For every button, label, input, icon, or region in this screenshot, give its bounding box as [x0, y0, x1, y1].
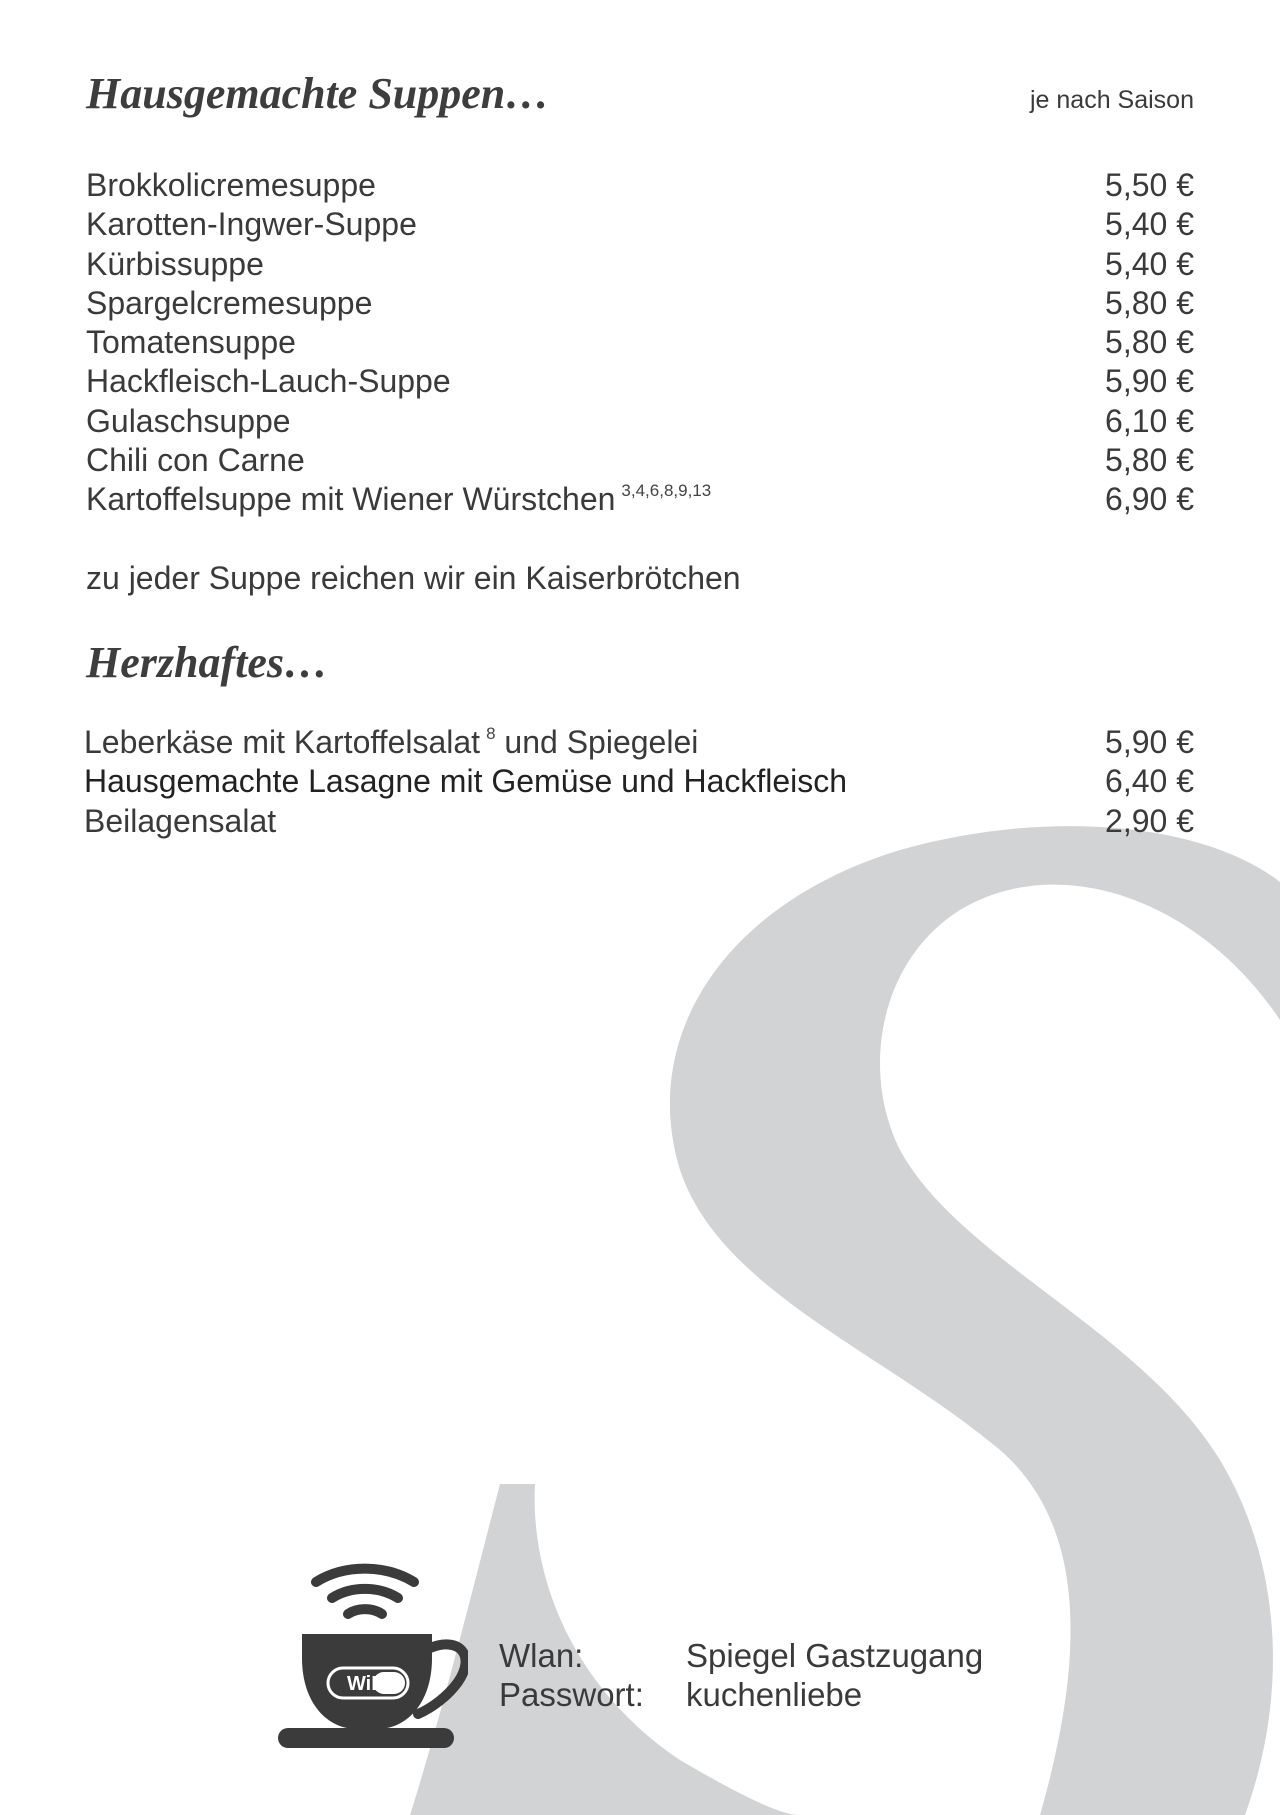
wifi-network-row	[499, 1636, 983, 1675]
menu-item	[86, 402, 1194, 441]
soups-list	[86, 166, 1194, 520]
item-price: 5,50 €	[1105, 167, 1194, 203]
item-name-with-allergens	[84, 723, 698, 767]
item-price: 5,90 €	[1105, 363, 1194, 400]
allergen-codes: 8	[486, 724, 496, 743]
menu-item	[86, 245, 1194, 284]
menu-item	[86, 480, 1194, 519]
menu-item	[84, 723, 1194, 762]
wifi-credentials	[499, 1636, 983, 1714]
item-price: 5,80 €	[1105, 442, 1194, 479]
menu-item	[86, 362, 1194, 401]
item-name: Spargelcremesuppe	[86, 284, 373, 321]
soup-bread-note: zu jeder Suppe reichen wir ein Kaiserbrötchen	[86, 560, 741, 596]
menu-item	[86, 205, 1194, 244]
item-name-with-allergens	[86, 480, 711, 524]
wifi-password-value: kuchenliebe	[686, 1676, 863, 1713]
menu-item	[86, 441, 1194, 480]
menu-item	[86, 284, 1194, 323]
item-name: Beilagensalat	[84, 802, 277, 839]
item-name: Hausgemachte Lasagne mit Gemüse und Hackfleisch	[84, 763, 848, 800]
wifi-trademark: ™	[412, 1662, 421, 1672]
item-name-part: und Spiegelei	[504, 724, 699, 760]
item-price: 5,80 €	[1105, 284, 1194, 321]
item-name-part: Leberkäse mit Kartoffelsalat	[84, 724, 481, 760]
wifi-coffee-cup-icon	[272, 1548, 468, 1748]
wifi-password-label: Passwort:	[499, 1676, 644, 1713]
item-name: Hackfleisch-Lauch-Suppe	[86, 363, 451, 400]
item-price: 2,90 €	[1105, 802, 1194, 839]
item-name: Karotten-Ingwer-Suppe	[86, 206, 417, 243]
item-price: 6,90 €	[1105, 481, 1194, 518]
menu-item	[86, 323, 1194, 362]
season-note: je nach Saison	[1029, 86, 1194, 114]
soups-section-title: Hausgemachte Suppen…	[86, 69, 550, 118]
allergen-codes: 3,4,6,8,9,13	[621, 481, 712, 501]
item-name: Tomatensuppe	[86, 324, 296, 361]
menu-item	[86, 166, 1194, 205]
wifi-signal-icon	[316, 1569, 414, 1582]
item-price: 5,90 €	[1105, 724, 1194, 760]
hearty-section-title: Herzhaftes…	[86, 638, 328, 687]
item-name: Kürbissuppe	[86, 245, 264, 282]
item-name: Chili con Carne	[86, 442, 305, 479]
menu-item	[84, 762, 1194, 801]
wifi-network-value: Spiegel Gastzugang	[686, 1637, 984, 1674]
wifi-network-label: Wlan:	[499, 1637, 584, 1674]
item-price: 5,40 €	[1105, 206, 1194, 243]
item-price: 5,40 €	[1105, 245, 1194, 282]
wifi-badge-text: WiFi	[346, 1673, 390, 1695]
menu-item	[84, 802, 1194, 841]
wifi-password-row	[499, 1675, 983, 1714]
item-name: Gulaschsuppe	[86, 402, 291, 439]
item-price: 5,80 €	[1105, 324, 1194, 361]
hearty-list	[84, 723, 1194, 841]
item-price: 6,10 €	[1105, 402, 1194, 439]
item-name: Kartoffelsuppe mit Wiener Würstchen	[86, 481, 616, 518]
item-price: 6,40 €	[1105, 763, 1194, 800]
item-name: Brokkolicremesuppe	[86, 167, 376, 203]
